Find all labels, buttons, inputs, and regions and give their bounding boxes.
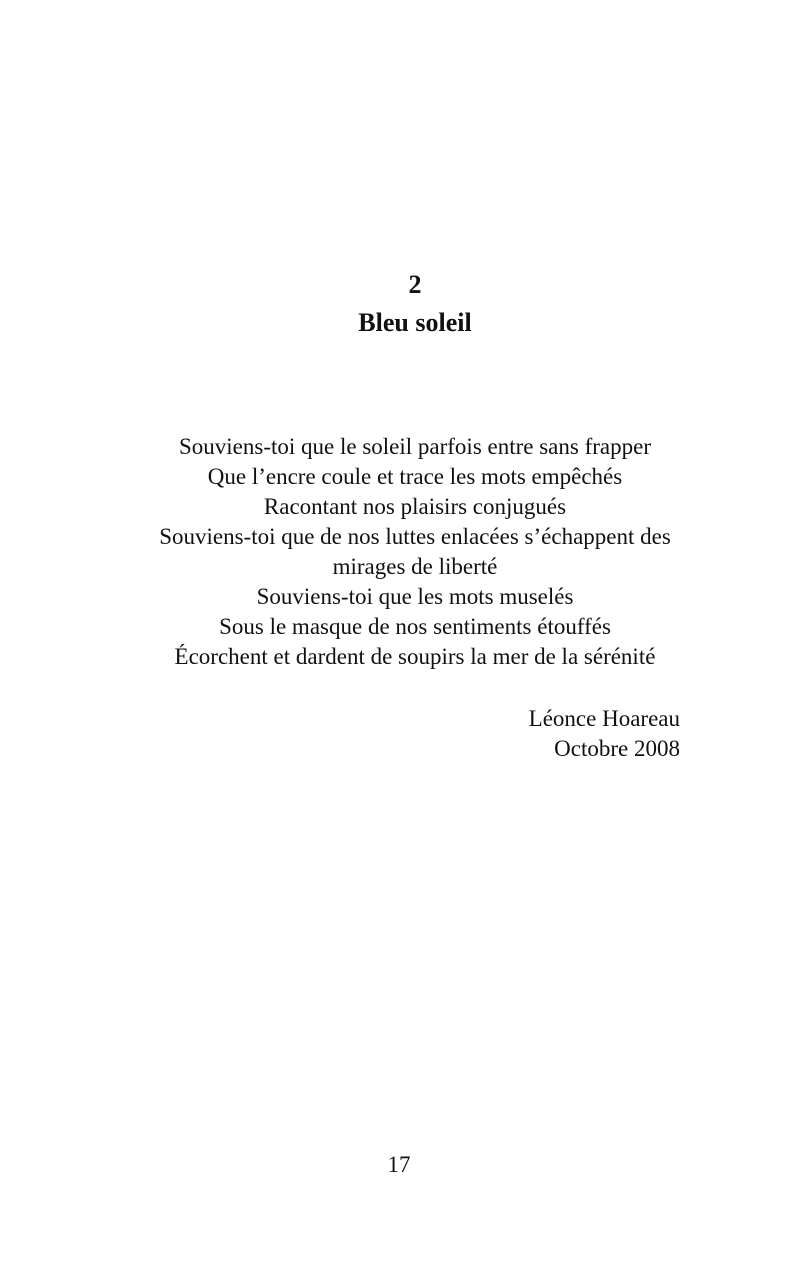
page-number: 17 bbox=[387, 1152, 411, 1177]
poem-line: Sous le masque de nos sentiments étouffés bbox=[219, 614, 611, 639]
poem-line: Souviens-toi que de nos luttes enlacées s’échappent des bbox=[159, 524, 671, 549]
poem bbox=[150, 432, 680, 672]
chapter-title: Bleu soleil bbox=[358, 308, 472, 337]
poem-line: Souviens-toi que les mots muselés bbox=[256, 584, 574, 609]
poem-line: Racontant nos plaisirs conjugués bbox=[263, 494, 567, 519]
signature-date: Octobre 2008 bbox=[554, 736, 680, 761]
poem-line: Écorchent et dardent de soupirs la mer de la sérénité bbox=[174, 644, 656, 669]
poem-line: mirages de liberté bbox=[332, 554, 498, 579]
signature bbox=[400, 704, 680, 764]
author-name: Léonce Hoareau bbox=[528, 706, 680, 731]
chapter-number: 2 bbox=[408, 270, 422, 299]
poem-line: Que l’encre coule et trace les mots empêchés bbox=[207, 464, 623, 489]
poem-line: Souviens-toi que le soleil parfois entre sans frapper bbox=[178, 434, 651, 459]
